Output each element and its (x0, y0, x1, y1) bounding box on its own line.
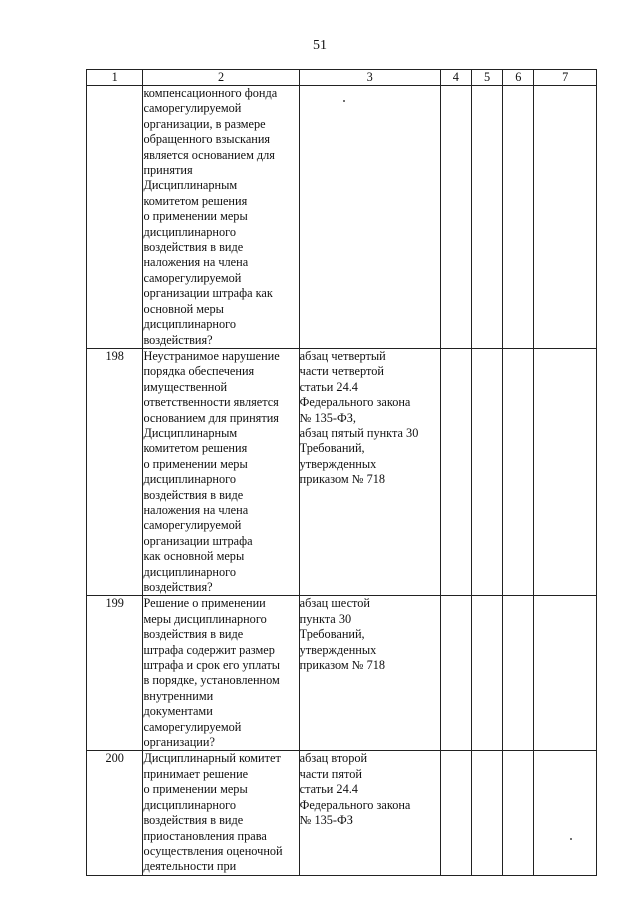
answer-cell-7 (534, 596, 597, 751)
answer-cell-7 (534, 751, 597, 875)
answer-cell-5 (471, 596, 502, 751)
table-row (87, 596, 597, 751)
question-text: компенсационного фонда саморегулируемой организации, в размере обращенного взыскания является основанием для принятия Дисциплинарным комитетом решения о применении меры дисциплинарного воздействия в виде наложения на члена саморегулируемой организации штрафа как основной меры дисциплинарного воздействия? (143, 86, 299, 349)
legal-reference: абзац четвертый части четвертой статьи 24.4 Федерального закона № 135-ФЗ, абзац пятый пункта 30 Требований, утвержденных приказом № 718 (299, 348, 440, 596)
legal-reference: абзац шестой пункта 30 Требований, утвержденных приказом № 718 (299, 596, 440, 751)
scan-speck (343, 100, 345, 102)
row-number: 198 (87, 348, 143, 596)
scan-speck (570, 838, 572, 840)
answer-cell-5 (471, 348, 502, 596)
answer-cell-6 (503, 596, 534, 751)
column-header-7: 7 (534, 70, 597, 86)
legal-reference (299, 86, 440, 349)
answer-cell-4 (440, 348, 471, 596)
answer-cell-7 (534, 348, 597, 596)
checklist-table (86, 69, 597, 876)
answer-cell-6 (503, 751, 534, 875)
answer-cell-5 (471, 86, 502, 349)
table-row (87, 751, 597, 875)
column-header-4: 4 (440, 70, 471, 86)
table-row (87, 348, 597, 596)
question-text: Дисциплинарный комитет принимает решение о применении меры дисциплинарного воздействия в виде приостановления права осуществления оценочной деятельности при (143, 751, 299, 875)
column-header-5: 5 (471, 70, 502, 86)
answer-cell-6 (503, 86, 534, 349)
legal-reference: абзац второй части пятой статьи 24.4 Федерального закона № 135-ФЗ (299, 751, 440, 875)
row-number (87, 86, 143, 349)
table-row (87, 86, 597, 349)
answer-cell-4 (440, 596, 471, 751)
answer-cell-6 (503, 348, 534, 596)
column-header-1: 1 (87, 70, 143, 86)
row-number: 199 (87, 596, 143, 751)
page-number: 51 (313, 38, 327, 53)
answer-cell-7 (534, 86, 597, 349)
question-text: Решение о применении меры дисциплинарного воздействия в виде штрафа содержит размер штрафа и срок его уплаты в порядке, установленном внутренними документами саморегулируемой организации? (143, 596, 299, 751)
column-header-6: 6 (503, 70, 534, 86)
answer-cell-4 (440, 86, 471, 349)
question-text: Неустранимое нарушение порядка обеспечения имущественной ответственности является основанием для принятия Дисциплинарным комитетом решения о применении меры дисциплинарного воздействия в виде наложения на члена саморегулируемой организации штрафа как основной меры дисциплинарного воздействия? (143, 348, 299, 596)
answer-cell-4 (440, 751, 471, 875)
row-number: 200 (87, 751, 143, 875)
answer-cell-5 (471, 751, 502, 875)
column-header-2: 2 (143, 70, 299, 86)
header-row (87, 70, 597, 86)
column-header-3: 3 (299, 70, 440, 86)
